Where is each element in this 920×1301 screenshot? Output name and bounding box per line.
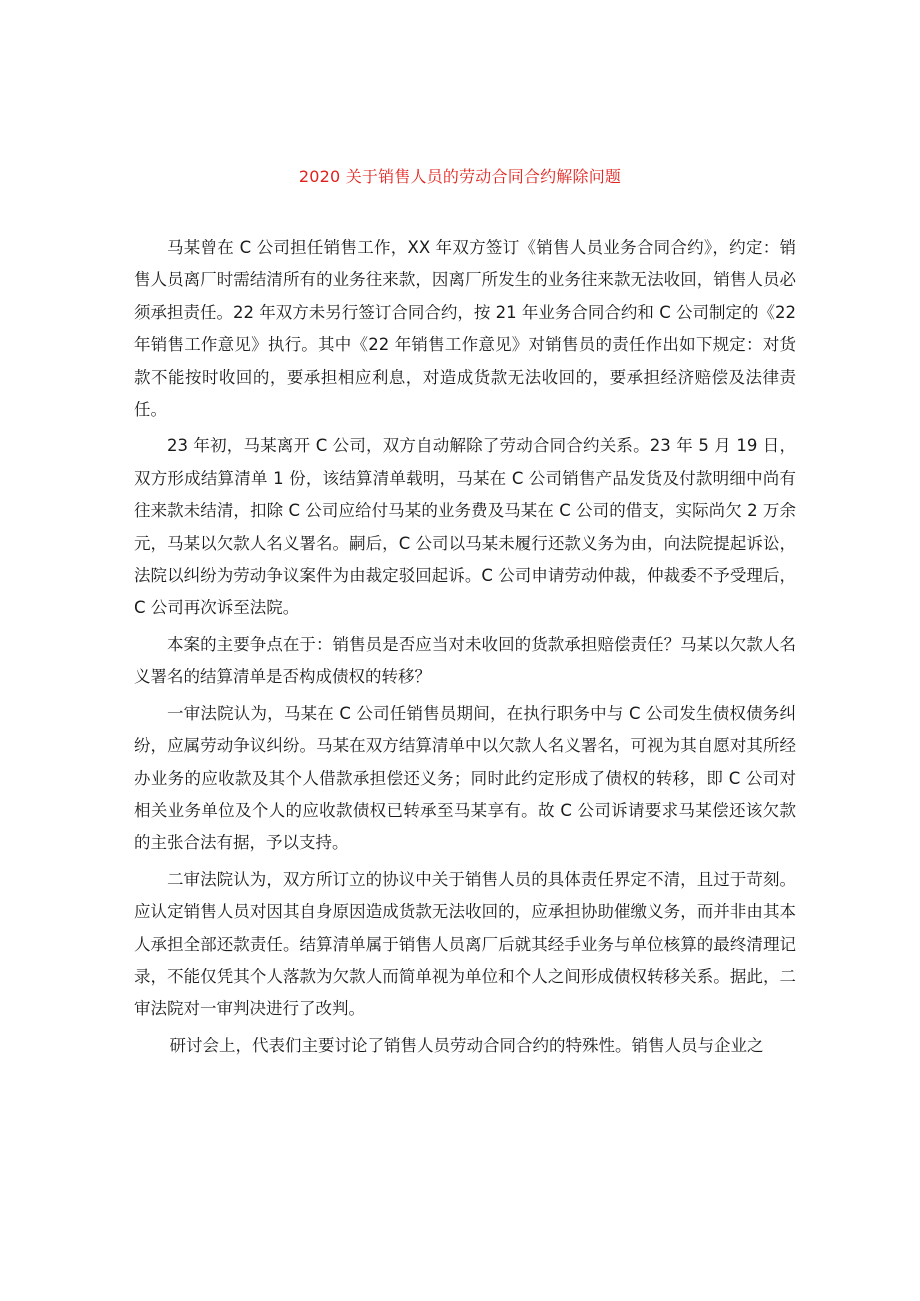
paragraph-2: 23 年初，马某离开 C 公司，双方自动解除了劳动合同合约关系。23 年 5 月 19 日，双方形成结算清单 1 份，该结算清单载明，马某在 C 公司销售产品发货及付款明细中尚有往来款未结清，扣除 C 公司应给付马某的业务费及马某在 C 公司的借支，实际尚欠 2 万余元，马某以欠款人名义署名。嗣后，C 公司以马某未履行还款义务为由，向法院提起诉讼，法院以纠纷为劳动争议案件为由裁定驳回起诉。C 公司申请劳动仲裁，仲裁委不予受理后，C 公司再次诉至法院。 <box>134 436 796 618</box>
paragraph-4: 一审法院认为，马某在 C 公司任销售员期间，在执行职务中与 C 公司发生债权债务纠纷，应属劳动争议纠纷。马某在双方结算清单中以欠款人名义署名，可视为其自愿对其所经办业务的应收款及其个人借款承担偿还义务；同时此约定形成了债权的转移，即 C 公司对相关业务单位及个人的应收款债权已转承至马某享有。故 C 公司诉请要求马某偿还该欠款的主张合法有据，予以支持。 <box>134 703 796 853</box>
paragraph-6: 研讨会上，代表们主要讨论了销售人员劳动合同合约的特殊性。销售人员与企业之 <box>169 1035 764 1055</box>
document-title: 2020 关于销售人员的劳动合同合约解除问题 <box>298 167 622 186</box>
document-body <box>134 232 796 1066</box>
paragraph-1: 马某曾在 C 公司担任销售工作，XX 年双方签订《销售人员业务合同合约》，约定：销售人员离厂时需结清所有的业务往来款，因离厂所发生的业务往来款无法收回，销售人员必须承担责任。22 年双方未另行签订合同合约，按 21 年业务合同合约和 C 公司制定的《22 年销售工作意见》执行。其中《22 年销售工作意见》对销售员的责任作出如下规定：对货款不能按时收回的，要承担相应利息，对造成货款无法收回的，要承担经济赔偿及法律责任。 <box>134 238 796 420</box>
paragraph-3: 本案的主要争点在于：销售员是否应当对未收回的货款承担赔偿责任？马某以欠款人名义署名的结算清单是否构成债权的转移？ <box>134 634 796 687</box>
paragraph-5: 二审法院认为，双方所订立的协议中关于销售人员的具体责任界定不清，且过于苛刻。应认定销售人员对因其自身原因造成货款无法收回的，应承担协助催缴义务，而并非由其本人承担全部还款责任。结算清单属于销售人员离厂后就其经手业务与单位核算的最终清理记录，不能仅凭其个人落款为欠款人而简单视为单位和个人之间形成债权转移关系。据此，二审法院对一审判决进行了改判。 <box>134 869 796 1019</box>
